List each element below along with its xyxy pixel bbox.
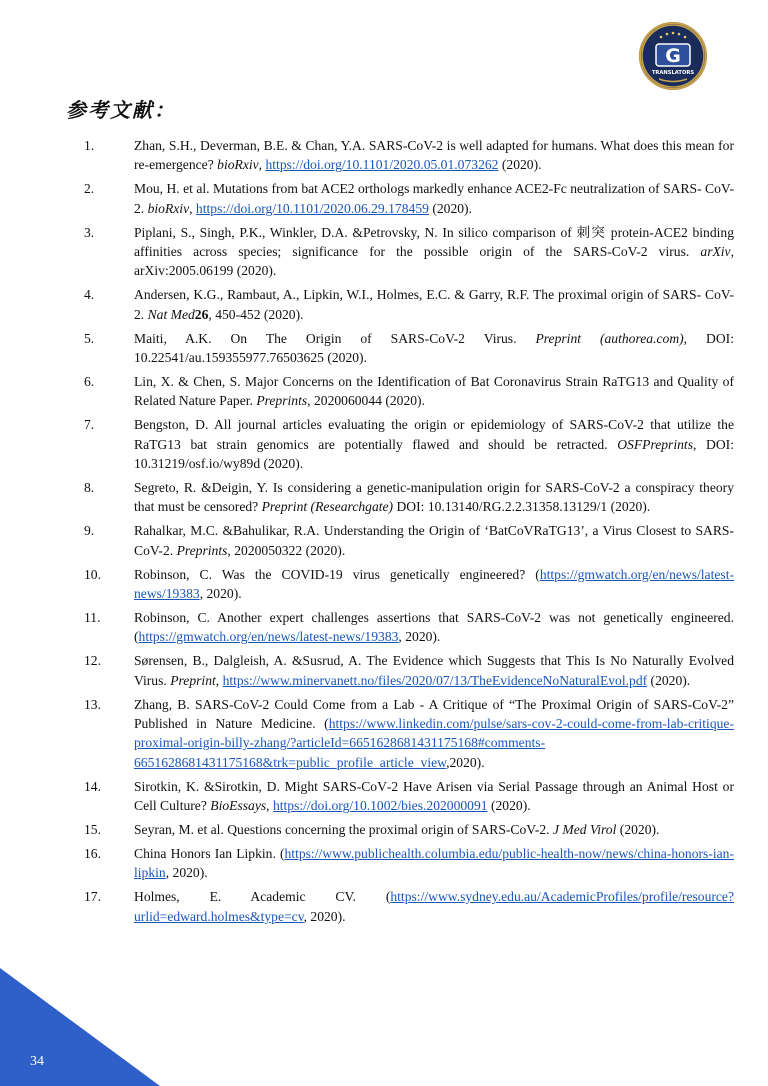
reference-source: Preprint (authorea.com) [535,330,684,346]
reference-source: OSFPreprints [617,436,693,452]
reference-text [134,223,734,281]
reference-text-segment: Zhan, S.H., Deverman, B.E. & Chan, Y.A. SARS-CoV-2 is well adapted for humans. What does this mean for re-emergence? [134,138,734,173]
reference-source: Nat Med [147,306,195,322]
reference-text [134,608,734,647]
reference-text-segment: Lin, X. & Chen, S. Major Concerns on the Identification of Bat Coronavirus Strain RaTG13 and Quality of Related Nature Paper. [134,373,734,409]
logo-text: TRANSLATORS [651,70,695,76]
reference-list [84,136,734,931]
reference-number: 13. [84,696,101,712]
reference-link[interactable]: https://doi.org/10.1101/2020.06.29.178459 [195,200,429,216]
reference-number: 17. [84,889,101,905]
reference-source: Preprints [256,393,308,409]
reference-text-segment: , 2020). [398,629,441,645]
reference-text-segment: (2020). [498,157,542,173]
reference-number: 12. [84,653,101,669]
reference-link[interactable]: https://doi.org/10.1002/bies.202000091 [272,798,488,814]
reference-link[interactable]: https://doi.org/10.1101/2020.05.01.073262 [265,157,499,173]
reference-item [84,887,734,926]
reference-link[interactable]: https://gmwatch.org/en/news/latest- news/19383 [134,566,734,602]
reference-text-segment: , DOI: 10.31219/osf.io/wy89d (2020). [134,436,734,472]
reference-text-segment: (2020). [487,798,531,814]
reference-text-segment: , 2020). [165,865,208,881]
reference-number: 9. [84,523,95,539]
reference-text-segment: Sirotkin, K. &Sirotkin, D. Might SARS‐CoV‐2 Have Arisen via Serial Passage through an Animal Host or Cell Culture? [134,778,734,814]
reference-text [134,887,734,926]
reference-text-segment: Holmes, E. Academic CV. ( [134,889,391,905]
reference-text-segment: Mou, H. et al. Mutations from bat ACE2 orthologs markedly enhance ACE2-Fc neutralization of SARS- CoV-2. [134,181,734,216]
reference-text [134,695,734,773]
reference-text-segment: (2020). [647,672,691,688]
reference-item [84,136,734,175]
reference-text-segment: , 2020). [303,908,346,924]
reference-text-segment: Seyran, M. et al. Questions concerning the proximal origin of SARS-CoV-2. [134,822,553,837]
reference-text [134,478,734,517]
page-number: 34 [30,1054,44,1069]
reference-text [134,329,734,368]
reference-text-segment: Sørensen, B., Dalgleish, A. &Susrud, A. The Evidence which Suggests that This Is No Naturally Evolved Virus. [134,653,734,688]
reference-text-segment: Segreto, R. &Deigin, Y. Is considering a genetic-manipulation origin for SARS-CoV-2 a conspiracy theory that must be censored? [134,480,734,515]
reference-item [84,608,734,647]
reference-item [84,844,734,883]
reference-source: arXiv [700,244,731,260]
reference-text [134,415,734,473]
reference-source: bioRxiv [147,200,190,216]
reference-text [134,372,734,411]
reference-text-segment: , 450-452 (2020). [208,306,304,322]
reference-text-segment: Maiti, A.K. On The Origin of SARS-CoV-2 Virus. [134,330,536,346]
reference-text-segment: , [215,672,223,688]
reference-text [134,521,734,560]
reference-item [84,695,734,773]
reference-text-segment: , [189,200,196,216]
reference-text-segment: , [266,798,273,814]
reference-item [84,372,734,411]
reference-source: BioEssays [210,798,267,814]
logo-letter: G [665,45,681,67]
reference-text-segment: Rahalkar, M.C. &Bahulikar, R.A. Understanding the Origin of ‘BatCoVRaTG13’, a Virus Closest to SARS-CoV-2. [134,523,734,558]
corner-triangle-decoration [0,968,160,1086]
reference-item [84,521,734,560]
reference-number: 11. [84,609,101,625]
reference-text-segment: , 2020050322 (2020). [227,542,346,558]
reference-text-segment: Robinson, C. Was the COVID-19 virus genetically engineered? ( [134,566,540,582]
reference-item [84,223,734,281]
reference-number: 5. [84,330,95,346]
reference-number: 6. [84,373,95,389]
reference-text-segment: Piplani, S., Singh, P.K., Winkler, D.A. &Petrovsky, N. In silico comparison of 刺突 protein-ACE2 binding affinities across species; significance for the possible origin of the SARS-CoV-2 virus. [134,224,734,260]
reference-text [134,136,734,175]
translators-logo [639,22,707,90]
reference-text-segment: China Honors Ian Lipkin. ( [134,845,285,861]
reference-text [134,179,734,218]
reference-text-segment: ,2020). [446,754,485,770]
reference-text-segment: , arXiv:2005.06199 (2020). [134,244,734,279]
reference-number: 1. [84,138,95,153]
reference-number: 14. [84,778,101,794]
reference-item [84,651,734,690]
reference-item [84,285,734,324]
reference-source: bioRxiv [217,157,259,173]
reference-item [84,329,734,368]
reference-text [134,651,734,690]
reference-source: Preprint (Researchgate) [261,499,394,515]
reference-link[interactable]: https://www.linkedin.com/pulse/sars-cov-2-could-come-from-lab-critique-proximal-origin-billy-zhang/?articleId=6651628681431175168#comments-6651628681431175168&trk=public_profile_article_view [134,715,734,770]
reference-item [84,179,734,218]
reference-link[interactable]: https://gmwatch.org/en/news/latest-news/19383 [138,629,399,645]
reference-link[interactable]: https://www.sydney.edu.au/AcademicProfiles/profile/resource?urlid=edward.holmes&type=cv [134,889,734,924]
reference-text-segment: Bengston, D. All journal articles evaluating the origin or epidemiology of SARS-CoV-2 that utilize the RaTG13 bat strain genomics are potentially flawed and should be retracted. [134,417,734,452]
reference-number: 7. [84,417,95,433]
reference-text-segment: , DOI: 10.22541/au.159355977.76503625 (2020). [134,330,734,366]
reference-text-segment: , [258,157,266,173]
reference-text-segment: (2020). [616,822,660,837]
reference-number: 3. [84,224,95,240]
reference-item [84,478,734,517]
reference-number: 4. [84,287,95,303]
reference-item [84,820,734,839]
reference-source: Preprints [176,542,228,558]
reference-link[interactable]: https://www.publichealth.columbia.edu/public-health-now/news/china-honors-ian-lipkin [134,845,734,881]
reference-text-segment: DOI: 10.13140/RG.2.2.31358.13129/1 (2020). [393,499,651,515]
reference-number: 2. [84,181,95,197]
reference-source: J Med Virol [552,822,617,837]
reference-item [84,777,734,816]
reference-text-segment: (2020). [428,200,472,216]
reference-text [134,285,734,324]
reference-text-segment: , 2020060044 (2020). [307,393,425,409]
reference-text [134,844,734,883]
reference-text [134,565,734,604]
reference-volume: 26 [194,306,209,322]
reference-link[interactable]: https://www.minervanett.no/files/2020/07/13/TheEvidenceNoNaturalEvol.pdf [222,672,648,688]
reference-text-segment: Andersen, K.G., Rambaut, A., Lipkin, W.I., Holmes, E.C. & Garry, R.F. The proximal origin of SARS- CoV-2. [134,287,734,322]
reference-text [134,777,734,816]
reference-number: 8. [84,480,95,495]
reference-number: 10. [84,566,101,582]
reference-text-segment: Zhang, B. SARS-CoV-2 Could Come from a Lab - A Critique of “The Proximal Origin of SARS-CoV-2” Published in Nature Medicine. ( [134,696,734,731]
reference-item [84,415,734,473]
reference-number: 15. [84,822,101,837]
reference-number: 16. [84,845,101,861]
reference-text-segment: , 2020). [199,586,242,602]
reference-text-segment: Robinson, C. Another expert challenges assertions that SARS-CoV-2 was not genetically engineered. ( [134,609,734,645]
reference-item [84,565,734,604]
reference-text [134,820,734,839]
references-heading: 参考文献： [66,98,176,122]
reference-source: Preprint [170,672,216,688]
